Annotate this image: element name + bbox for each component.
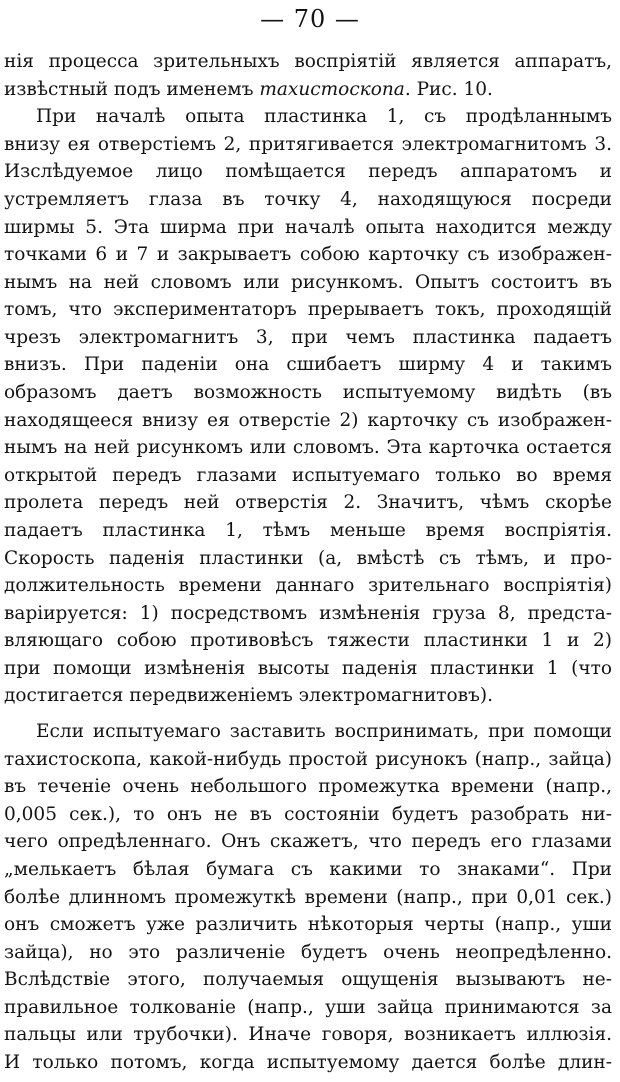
text-line: достигается передвиженіемъ электромагнитовъ). (4, 685, 493, 707)
text-line: Скорость паденія пластинки (а, вмѣстѣ съ тѣмъ, и про- (4, 547, 612, 569)
text-line: въ теченіе очень небольшого промежутка времени (напр., (4, 776, 612, 798)
text-line: пролета передъ ней отверстія 2. Значитъ, чѣмъ скорѣе (4, 492, 612, 514)
text-line: чего опредѣленнаго. Онъ скажетъ, что передъ его глазами (4, 831, 612, 853)
text-line: образомъ даетъ возможность испытуемому видѣть (въ (4, 382, 612, 403)
text-fragment: . Рис. 10. (404, 78, 493, 100)
text-line: вляющаго собою противовѣсъ тяжести пластинки 1 и 2) (4, 630, 612, 652)
text-line: пальцы или трубочки). Иначе говоря, возникаетъ иллюзія. (4, 1024, 612, 1046)
text-line: болѣе длинномъ промежуткѣ времени (напр., при 0,01 сек.) (4, 886, 612, 908)
text-line: онъ сможетъ уже различить нѣкоторыя черты (напр., уши (4, 914, 612, 936)
text-line: нымъ на ней словомъ или рисункомъ. Опытъ состоитъ въ (4, 271, 612, 293)
text-line: открытой передъ глазами испытуемаго только во время (4, 464, 612, 486)
italic-term: тахистоскопа (259, 78, 405, 100)
text-line: находящееся внизу ея отверстіе 2) карточку съ изображен- (4, 409, 612, 431)
text-line (4, 76, 612, 105)
text-line: внизу ея отверстіемъ 2, притягивается электромагнитомъ 3. (4, 133, 612, 155)
text-line: зайца), но это различеніе будетъ очень неопредѣленно. (4, 941, 612, 963)
text-line: И только потомъ, когда испытуемому дается болѣе длин- (4, 1052, 612, 1073)
text-line: томъ, что экспериментаторъ прерываетъ токъ, проходящій (4, 299, 612, 321)
text-line: внизъ. При паденіи она сшибаетъ ширму 4 и такимъ (4, 354, 612, 376)
text-line: при помощи измѣненія высоты паденія пластинки 1 (что (4, 657, 612, 679)
text-line: точками 6 и 7 и закрываетъ собою карточку съ изображен- (4, 244, 612, 266)
text-line: варіируется: 1) посредствомъ измѣненія груза 8, предста- (4, 602, 612, 624)
paragraph-first-line: Если испытуемаго заставить воспринимать, при помощи (36, 721, 612, 742)
text-line: Вслѣдствіе этого, получаемыя ощущенія вызываютъ не- (4, 969, 612, 991)
page-number: — 70 — (260, 5, 360, 33)
text-line: тахистоскопа, какой-нибудь простой рисунокъ (напр., зайца) (4, 748, 612, 770)
text-line: падаетъ пластинка 1, тѣмъ меньше время воспріятія. (4, 519, 612, 541)
text-line: нія процесса зрительныхъ воспріятій является аппаратъ, (4, 51, 612, 72)
text-line: устремляетъ глаза въ точку 4, находящуюся посреди (4, 188, 612, 210)
text-line: ширмы 5. Эта ширма при началѣ опыта находится между (4, 216, 612, 238)
text-line: должительность времени даннаго зрительнаго воспріятія) (4, 575, 612, 597)
text-line: правильное толкованіе (напр., уши зайца принимаются за (4, 996, 612, 1018)
text-line: нымъ на ней рисункомъ или словомъ. Эта карточка остается (4, 437, 612, 459)
text-fragment: извѣстный подъ именемъ (4, 78, 260, 100)
text-line: 0,005 сек.), то онъ не въ состояніи будетъ разобрать ни- (4, 803, 612, 825)
paragraph-first-line: При началѣ опыта пластинка 1, съ продѣланнымъ (36, 106, 612, 128)
text-line: чрезъ электромагнитъ 3, при чемъ пластинка падаетъ (4, 326, 612, 348)
text-line: „мелькаетъ бѣлая бумага съ какими то знаками“. При (4, 858, 612, 880)
text-line: Изслѣдуемое лицо помѣщается передъ аппаратомъ и (4, 161, 612, 183)
